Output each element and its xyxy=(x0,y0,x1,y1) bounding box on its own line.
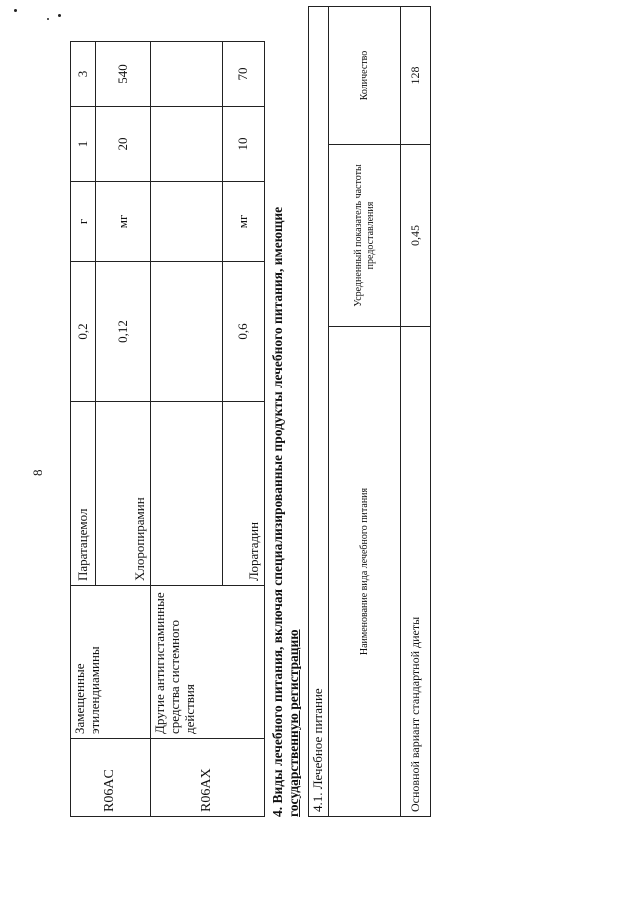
scan-speck xyxy=(58,14,61,17)
header-row xyxy=(329,7,401,817)
drug-group: Замещенные этилендиамины xyxy=(71,586,151,739)
ekd-value: 540 xyxy=(96,42,151,107)
table-row xyxy=(71,42,96,817)
ddd-value: 10 xyxy=(223,107,265,182)
unit-value: мг xyxy=(223,182,265,262)
unit-value: г xyxy=(71,182,96,262)
unit-value: мг xyxy=(96,182,151,262)
section-heading xyxy=(270,21,303,817)
ddd-value: 1 xyxy=(71,107,96,182)
diet-quantity: 128 xyxy=(401,7,431,145)
ekd-value: 70 xyxy=(223,42,265,107)
section-heading-line: государственную регистрацию xyxy=(286,629,302,817)
diet-name: Основной вариант стандартной диеты xyxy=(401,327,431,817)
unit-value xyxy=(151,182,223,262)
scan-speck xyxy=(47,18,49,20)
scan-speck xyxy=(14,9,17,12)
diet-frequency: 0,45 xyxy=(401,145,431,327)
drug-name: Хлоропирамин xyxy=(96,402,151,586)
frequency-value: 0,12 xyxy=(96,262,151,402)
page-number: 8 xyxy=(30,469,45,476)
ekd-value xyxy=(151,42,223,107)
ddd-value: 20 xyxy=(96,107,151,182)
nutrition-table xyxy=(308,6,431,817)
col-header-name: Наименование вида лечебного питания xyxy=(329,327,401,817)
ddd-value xyxy=(151,107,223,182)
col-header-quantity: Количество xyxy=(329,7,401,145)
frequency-value: 0,6 xyxy=(223,262,265,402)
drug-group: Другие антигистаминные средства системного действия xyxy=(151,586,265,739)
atc-code: R06AX xyxy=(151,739,265,817)
ekd-value: 3 xyxy=(71,42,96,107)
col-header-frequency: Усредненный показатель частоты предоставления xyxy=(329,145,401,327)
table-row xyxy=(401,7,431,817)
drug-table xyxy=(70,41,265,817)
drug-name: Лоратадин xyxy=(223,402,265,586)
subsection-row xyxy=(309,7,329,817)
frequency-value xyxy=(151,262,223,402)
drug-name: Паратацемол xyxy=(71,402,96,586)
atc-code: R06AC xyxy=(71,739,151,817)
table-row xyxy=(151,42,223,817)
section-heading-line: 4. Виды лечебного питания, включая специализированные продукты лечебного питания, имеющие xyxy=(270,206,285,817)
subsection-title: 4.1. Лечебное питание xyxy=(309,7,329,817)
drug-name xyxy=(151,402,223,586)
frequency-value: 0,2 xyxy=(71,262,96,402)
